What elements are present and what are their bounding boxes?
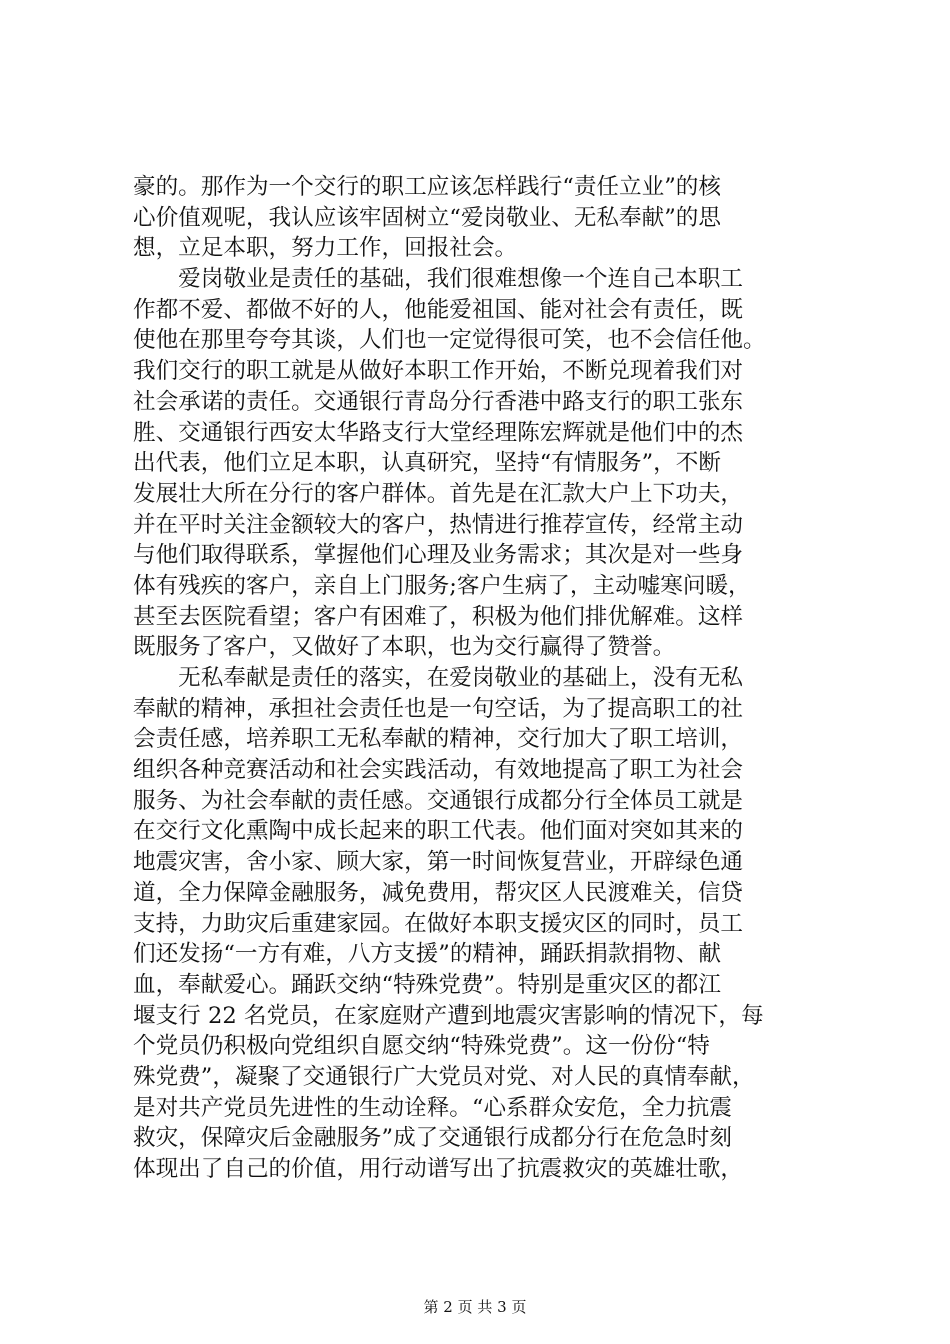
text-line: 在交行文化熏陶中成长起来的职工代表。他们面对突如其来的 (133, 818, 744, 845)
text-line: 体有残疾的客户，亲自上门服务;客户生病了，主动嘘寒问暖， (133, 572, 751, 599)
text-line: 发展壮大所在分行的客户群体。首先是在汇款大户上下功夫， (133, 480, 744, 507)
text-line: 服务、为社会奉献的责任感。交通银行成都分行全体员工就是 (133, 787, 744, 814)
text-line: 救灾，保障灾后金融服务”成了交通银行成都分行在危急时刻 (133, 1125, 732, 1152)
text-line: 殊党费”，凝聚了交通银行广大党员对党、对人民的真情奉献， (133, 1063, 755, 1090)
text-line: 作都不爱、都做不好的人，他能爱祖国、能对社会有责任，既 (133, 296, 744, 323)
text-line: 个党员仍积极向党组织自愿交纳“特殊党费”。这一份份“特 (133, 1033, 710, 1060)
text-line: 心价值观呢，我认应该牢固树立“爱岗敬业、无私奉献”的思 (133, 204, 721, 231)
text-line: 组织各种竞赛活动和社会实践活动，有效地提高了职工为社会 (133, 757, 744, 784)
text-line: 地震灾害，舍小家、顾大家，第一时间恢复营业，开辟绿色通 (133, 849, 744, 876)
page-footer: 第 2 页 共 3 页 (423, 1298, 527, 1316)
text-line: 我们交行的职工就是从做好本职工作开始，不断兑现着我们对 (133, 358, 744, 385)
text-line: 会责任感，培养职工无私奉献的精神，交行加大了职工培训， (133, 726, 744, 753)
text-line: 无私奉献是责任的落实，在爱岗敬业的基础上，没有无私 (133, 665, 744, 691)
text-line: 爱岗敬业是责任的基础，我们很难想像一个连自己本职工 (133, 266, 744, 293)
text-line: 社会承诺的责任。交通银行青岛分行香港中路支行的职工张东 (133, 388, 744, 415)
text-line: 与他们取得联系，掌握他们心理及业务需求；其次是对一些身 (133, 542, 744, 569)
text-line: 并在平时关注金额较大的客户，热情进行推荐宣传，经常主动 (133, 511, 744, 538)
text-line: 体现出了自己的价值，用行动谱写出了抗震救灾的英雄壮歌， (133, 1156, 744, 1182)
text-line: 豪的。那作为一个交行的职工应该怎样践行“责任立业”的核 (133, 174, 721, 200)
text-line: 血，奉献爱心。踊跃交纳“特殊党费”。特别是重灾区的都江 (133, 971, 721, 998)
text-line: 出代表，他们立足本职，认真研究，坚持“有情服务”，不断 (133, 450, 721, 477)
text-line: 奉献的精神，承担社会责任也是一句空话，为了提高职工的社 (133, 695, 744, 722)
text-line: 想，立足本职，努力工作，回报社会。 (133, 235, 518, 262)
text-line: 道，全力保障金融服务，减免费用，帮灾区人民渡难关，信贷 (133, 879, 744, 906)
text-line: 支持，力助灾后重建家园。在做好本职支援灾区的同时，员工 (133, 910, 744, 937)
text-line: 胜、交通银行西安太华路支行大堂经理陈宏辉就是他们中的杰 (133, 419, 744, 446)
text-line: 堰支行 22 名党员，在家庭财产遭到地震灾害影响的情况下，每 (133, 1002, 764, 1029)
text-line: 是对共产党员先进性的生动诠释。“心系群众安危，全力抗震 (133, 1094, 732, 1121)
text-line: 甚至去医院看望；客户有困难了，积极为他们排优解难。这样 (133, 603, 744, 630)
body-text (133, 172, 817, 1185)
text-line: 既服务了客户，又做好了本职，也为交行赢得了赞誉。 (133, 634, 676, 661)
text-line: 使他在那里夸夸其谈，人们也一定觉得很可笑，也不会信任他。 (133, 327, 766, 354)
text-line: 们还发扬“一方有难，八方支援”的精神，踊跃捐款捐物、献 (133, 941, 721, 968)
